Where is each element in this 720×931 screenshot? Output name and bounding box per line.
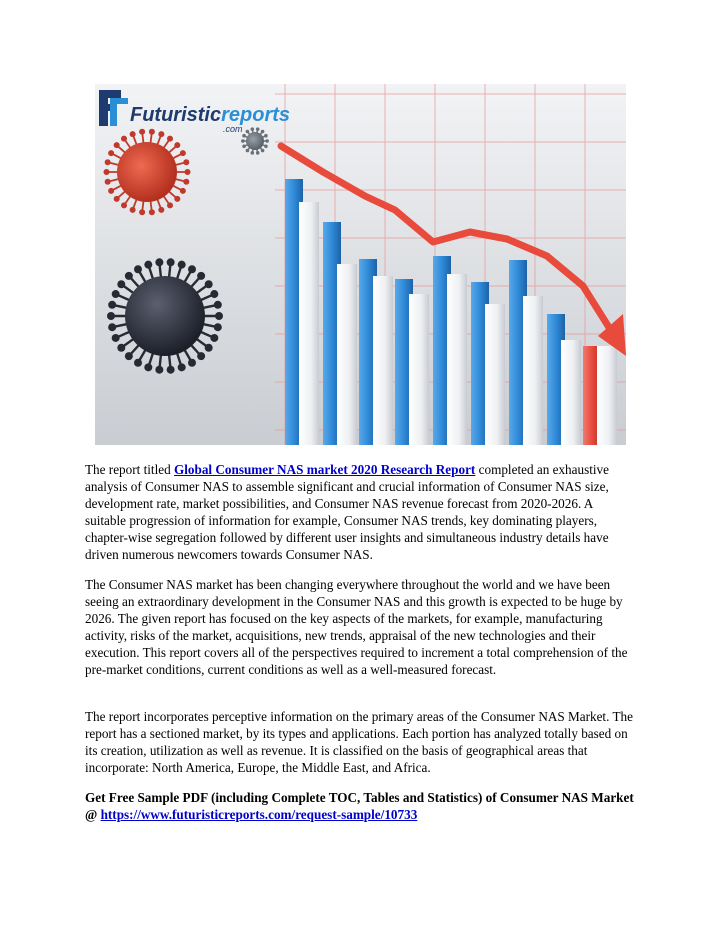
white-bar — [523, 296, 543, 445]
svg-text:Futuristicreports — [130, 104, 290, 126]
paragraph-intro — [85, 461, 635, 563]
white-bar — [299, 202, 319, 445]
white-bar — [337, 264, 357, 445]
white-bar — [409, 294, 429, 445]
white-bar — [485, 304, 505, 445]
report-title-link[interactable]: Global Consumer NAS market 2020 Research Report — [173, 462, 476, 477]
paragraph-market: The Consumer NAS market has been changing everywhere throughout the world and we have been seeing an extraordinary development in the Consumer NAS and this growth is expected to be huge by 2026. The given report has focused on the key aspects of the markets, for example, manufacturing activity, risks of the market, acquisitions, new trends, appraisal of the new technologies and their execution. This report covers all of the perspectives required to increment a total comprehension of the pre-market conditions, current conditions as well as a well-measured forecast. — [85, 577, 628, 677]
market-decline-illustration — [95, 84, 626, 445]
white-bar — [447, 274, 467, 445]
paragraph-sample-cta — [85, 789, 635, 823]
white-bar — [561, 340, 581, 445]
logo-brand-main: Futuristic — [130, 104, 222, 126]
sample-request-link[interactable]: https://www.futuristicreports.com/request-sample/10733 — [100, 807, 418, 822]
logo-brand-accent: reports — [221, 104, 291, 126]
intro-rest: completed an exhaustive analysis of Consumer NAS to assemble significant and crucial information of Consumer NAS size, development rate, market possibilities, and Consumer NAS revenue forecast from 2020-2026. A suitable progression of information for example, Consumer NAS trends, key dominating players, chapter-wise segregation followed by different user insights and simultaneous industry details have driven numerous newcomers towards Consumer NAS. — [85, 462, 609, 562]
hero-image — [95, 84, 626, 445]
paragraph-segments: The report incorporates perceptive information on the primary areas of the Consumer NAS Market. The report has a sectioned market, by its types and applications. Each portion has analyzed totally based on its creation, utilization as well as revenue. It is classified on the basis of geographical areas that incorporate: North America, Europe, the Middle East, and Africa. — [85, 709, 633, 775]
sample-cta-lead: Get Free Sample PDF (including Complete TOC, Tables and Statistics) of Consumer NAS Market @ — [85, 790, 634, 822]
white-bar — [597, 346, 617, 445]
white-bar — [373, 276, 393, 445]
logo-brand-suffix: .com — [223, 124, 243, 134]
intro-lead: The report titled — [85, 462, 171, 477]
